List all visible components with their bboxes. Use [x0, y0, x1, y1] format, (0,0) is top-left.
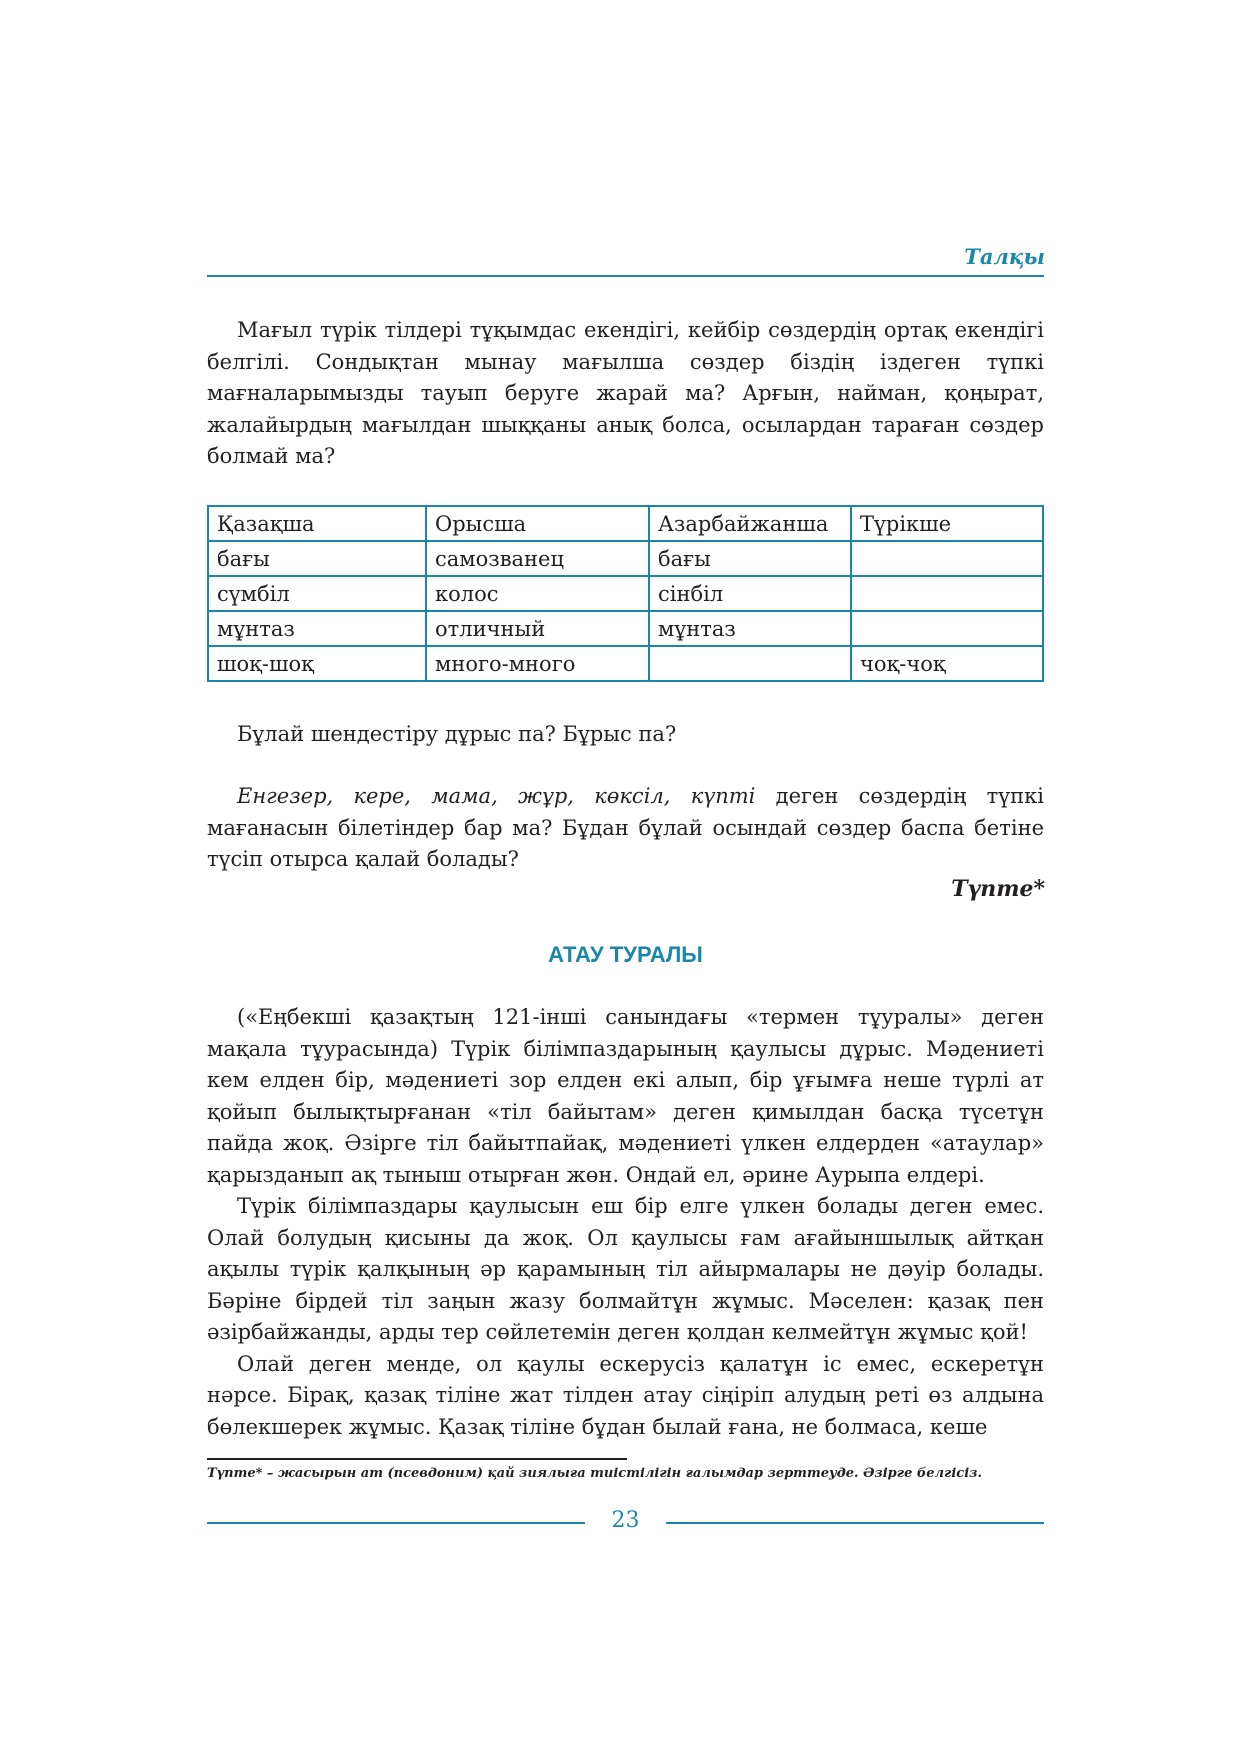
- header-title: Талқы: [964, 244, 1045, 269]
- table-cell: [851, 541, 1043, 576]
- table-cell: сінбіл: [649, 576, 851, 611]
- words-paragraph: [207, 781, 1044, 876]
- footnote: Түпте* – жасырын ат (псевдоним) қай зиялыға тиістілігін ғалымдар зерттеуде. Әзірге белгісіз.: [207, 1466, 982, 1481]
- table-header-cell: Орысша: [426, 506, 649, 541]
- body-paragraph: Олай деген менде, ол қаулы ескерусіз қалатұн іс емес, ескеретұн нәрсе. Бірақ, қазақ тіліне жат тілден атау сіңіріп алудың реті өз алдына бөлекшерек жұмыс. Қазақ тіліне бұдан былай ғана, не болмаса, кеше: [207, 1351, 1044, 1439]
- table-cell: [851, 576, 1043, 611]
- table-cell: чоқ-чоқ: [851, 646, 1043, 681]
- table-cell: отличный: [426, 611, 649, 646]
- word-table: [207, 505, 1044, 682]
- body-text: [207, 1002, 1044, 1443]
- footnote-rule: [207, 1458, 627, 1460]
- table-header-cell: Түрікше: [851, 506, 1043, 541]
- body-paragraph: («Еңбекші қазақтың 121-інші санындағы «термен тұуралы» деген мақала тұурасында) Түрік білімпаздарының қаулысы дұрыс. Мәдениеті кем елден бір, мәдениеті зор елден екі алып, бір ұғымға неше түрлі ат қойып былықтырғанан «тіл байытам» деген қимылдан басқа түсетұн пайда жоқ. Әзірге тіл байытпайақ, мәдениеті үлкен елдерден «атаулар» қарызданып ақ тыныш отырған жөн. Ондай ел, әрине Аурыпа елдері.: [207, 1005, 1044, 1187]
- question-text: Бұлай шендестіру дұрыс па? Бұрыс па?: [237, 722, 677, 746]
- table-cell: [649, 646, 851, 681]
- words-block: [207, 781, 1044, 876]
- table-row: [208, 541, 1043, 576]
- section-title: АТАУ ТУРАЛЫ: [548, 942, 703, 967]
- header-rule: [207, 275, 1044, 277]
- table-header-row: [208, 506, 1043, 541]
- page-number-rule-left: [207, 1522, 585, 1524]
- question-block: [207, 719, 1044, 751]
- table-header-cell: Қазақша: [208, 506, 426, 541]
- page-number: 23: [611, 1508, 640, 1533]
- table-cell: много-много: [426, 646, 649, 681]
- words-italic: Енгезер, кере, мама, жұр, көксіл, күпті: [237, 784, 756, 808]
- table-header-cell: Азарбайжанша: [649, 506, 851, 541]
- table-cell: мұнтаз: [208, 611, 426, 646]
- intro-text: Мағыл түрік тілдері тұқымдас екендігі, кейбір сөздердің ортақ екендігі белгілі. Сондықтан мынау мағылша сөздер біздің іздеген түпкі мағналарымызды тауып беруге жарай ма? Арғын, найман, қоңырат, жалайырдың мағылдан шыққаны анық болса, осылардан тараған сөздер болмай ма?: [207, 318, 1044, 468]
- table-cell: шоқ-шоқ: [208, 646, 426, 681]
- table-row: [208, 646, 1043, 681]
- table-cell: бағы: [208, 541, 426, 576]
- body-paragraph: Түрік білімпаздары қаулысын еш бір елге үлкен болады деген емес. Олай болудың қисыны да жоқ. Ол қаулысы ғам ағайыншылық айтқан ақылы түрік қалқының әр қарамының тіл айырмалары не дәуір болады. Бәріне бірдей тіл заңын жазу болмайтұн жұмыс. Мәселен: қазақ пен әзірбайжанды, арды тер сөйлетемін деген қолдан келмейтұн жұмыс қой!: [207, 1194, 1044, 1344]
- table-cell: сүмбіл: [208, 576, 426, 611]
- table-cell: [851, 611, 1043, 646]
- table-row: [208, 611, 1043, 646]
- intro-paragraph: [207, 315, 1044, 473]
- table-cell: колос: [426, 576, 649, 611]
- page-number-rule-right: [666, 1522, 1044, 1524]
- table-cell: мұнтаз: [649, 611, 851, 646]
- table-cell: бағы: [649, 541, 851, 576]
- table-row: [208, 576, 1043, 611]
- table-cell: самозванец: [426, 541, 649, 576]
- words-rest: деген сөздердің түпкі мағанасын білетіндер бар ма? Бұдан бұлай осындай сөздер баспа бетіне түсіп отырса қалай болады?: [207, 784, 1044, 871]
- signature: Түпте*: [951, 876, 1045, 902]
